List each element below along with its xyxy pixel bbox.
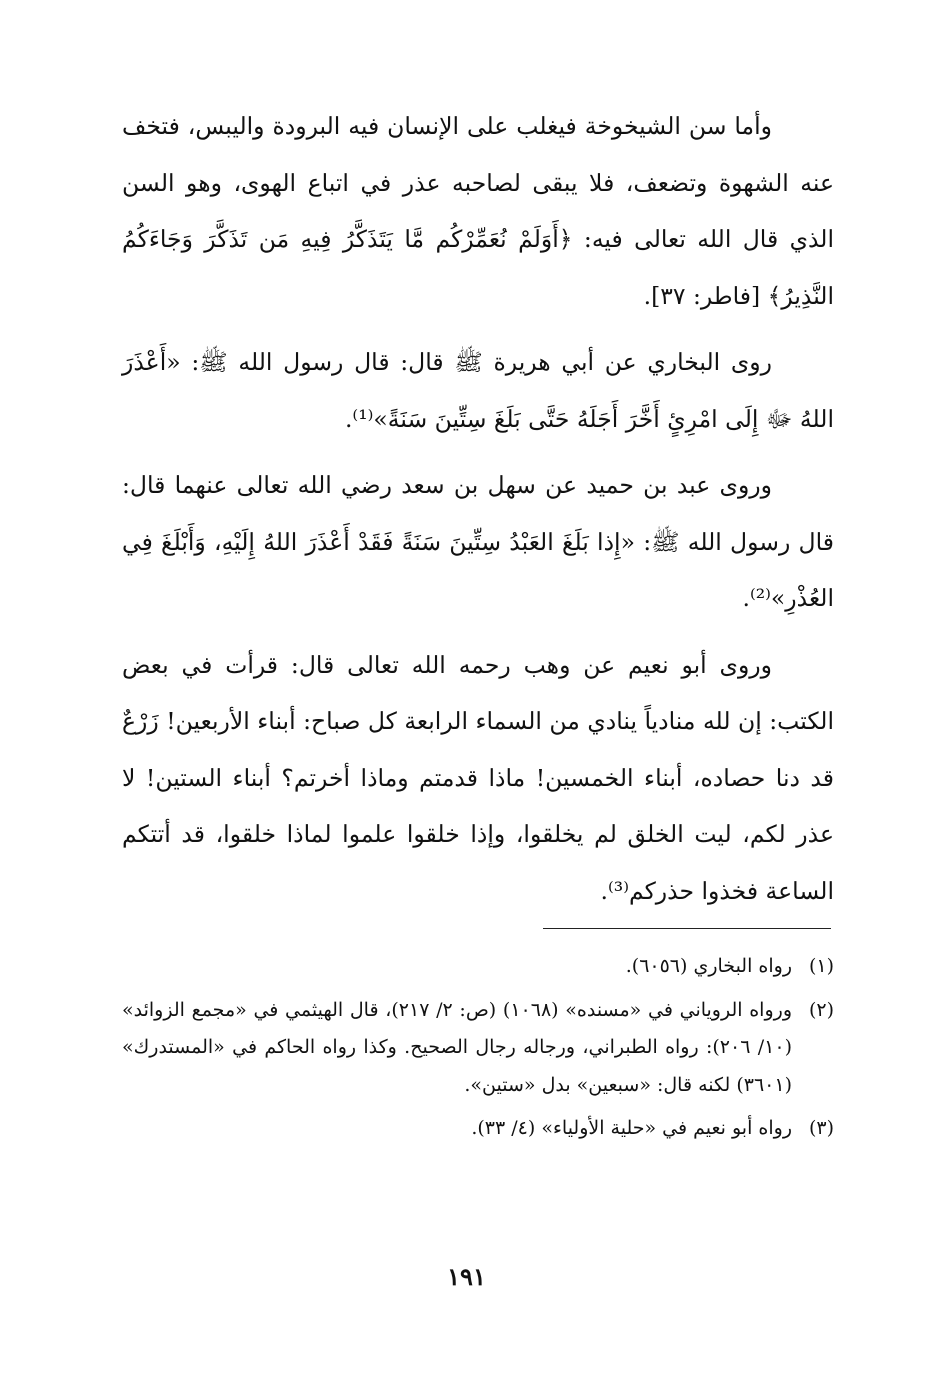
paragraph-3: وروى عبد بن حميد عن سهل بن سعد رضي الله تعالى عنهما قال: قال رسول الله ﷺ: «إِذا بَلَغَ العَبْدُ سِتِّينَ سَنَةً فَقَدْ أَعْذَرَ اللهُ إِلَيْهِ، وَأَبْلَغَ فِي العُذْرِ»⁽²⁾. <box>122 471 834 612</box>
footnote-1 <box>122 948 834 986</box>
footnote-2 <box>122 992 834 1105</box>
footnote-number: (٢) <box>808 998 834 1021</box>
footnote-text: رواه أبو نعيم في «حلية الأولياء» (٤/ ٣٣). <box>471 1117 792 1139</box>
paragraph-1: وأما سن الشيخوخة فيغلب على الإنسان فيه البرودة واليبس، فتخف عنه الشهوة وتضعف، فلا يبقى لصاحبه عذر في اتباع الهوى، وهو السن الذي قال الله تعالى فيه: ﴿أَوَلَمْ نُعَمِّرْكُم مَّا يَتَذَكَّرُ فِيهِ مَن تَذَكَّرَ وَجَاءَكُمُ النَّذِيرُ﴾ [فاطر: ٣٧]. <box>122 112 835 310</box>
footnote-number: (٣) <box>808 1117 834 1139</box>
footnote-text: رواه البخاري (٦٠٥٦). <box>625 955 792 977</box>
footnotes <box>122 948 834 1154</box>
footnote-divider <box>543 928 831 929</box>
page-number: ١٩١ <box>447 1262 486 1291</box>
footnote-text: ورواه الروياني في «مسنده» (١٠٦٨) (ص: ٢/ ٢١٧)، قال الهيثمي في «مجمع الزوائد» (١٠/ ٢٠٦): رواه الطبراني، ورجاله رجال الصحيح. وكذا رواه الحاكم في «المستدرك» (٣٦٠١) لكنه قال: «سبعين» بدل «ستين». <box>122 998 792 1096</box>
paragraph-4: وروى أبو نعيم عن وهب رحمه الله تعالى قال: قرأت في بعض الكتب: إن لله منادياً ينادي من السماء الرابعة كل صباح: أبناء الأربعين! زَرْعٌ قد دنا حصاده، أبناء الخمسين! ماذا قدمتم وماذا أخرتم؟ أبناء الستين! لا عذر لكم، ليت الخلق لم يخلقوا، وإذا خلقوا علموا لماذا خلقوا، قد أتتكم الساعة فخذوا حذركم⁽³⁾. <box>122 650 834 905</box>
main-text <box>122 98 834 919</box>
footnote-3 <box>122 1110 834 1148</box>
paragraph-2: روى البخاري عن أبي هريرة ﷺ قال: قال رسول الله ﷺ: «أَعْذَرَ اللهُ ﷻ إِلَى امْرِئٍ أَخَّرَ أَجَلَهُ حَتَّى بَلَغَ سِتِّينَ سَنَةً»⁽¹⁾. <box>122 348 834 433</box>
footnote-number: (١) <box>808 955 834 977</box>
